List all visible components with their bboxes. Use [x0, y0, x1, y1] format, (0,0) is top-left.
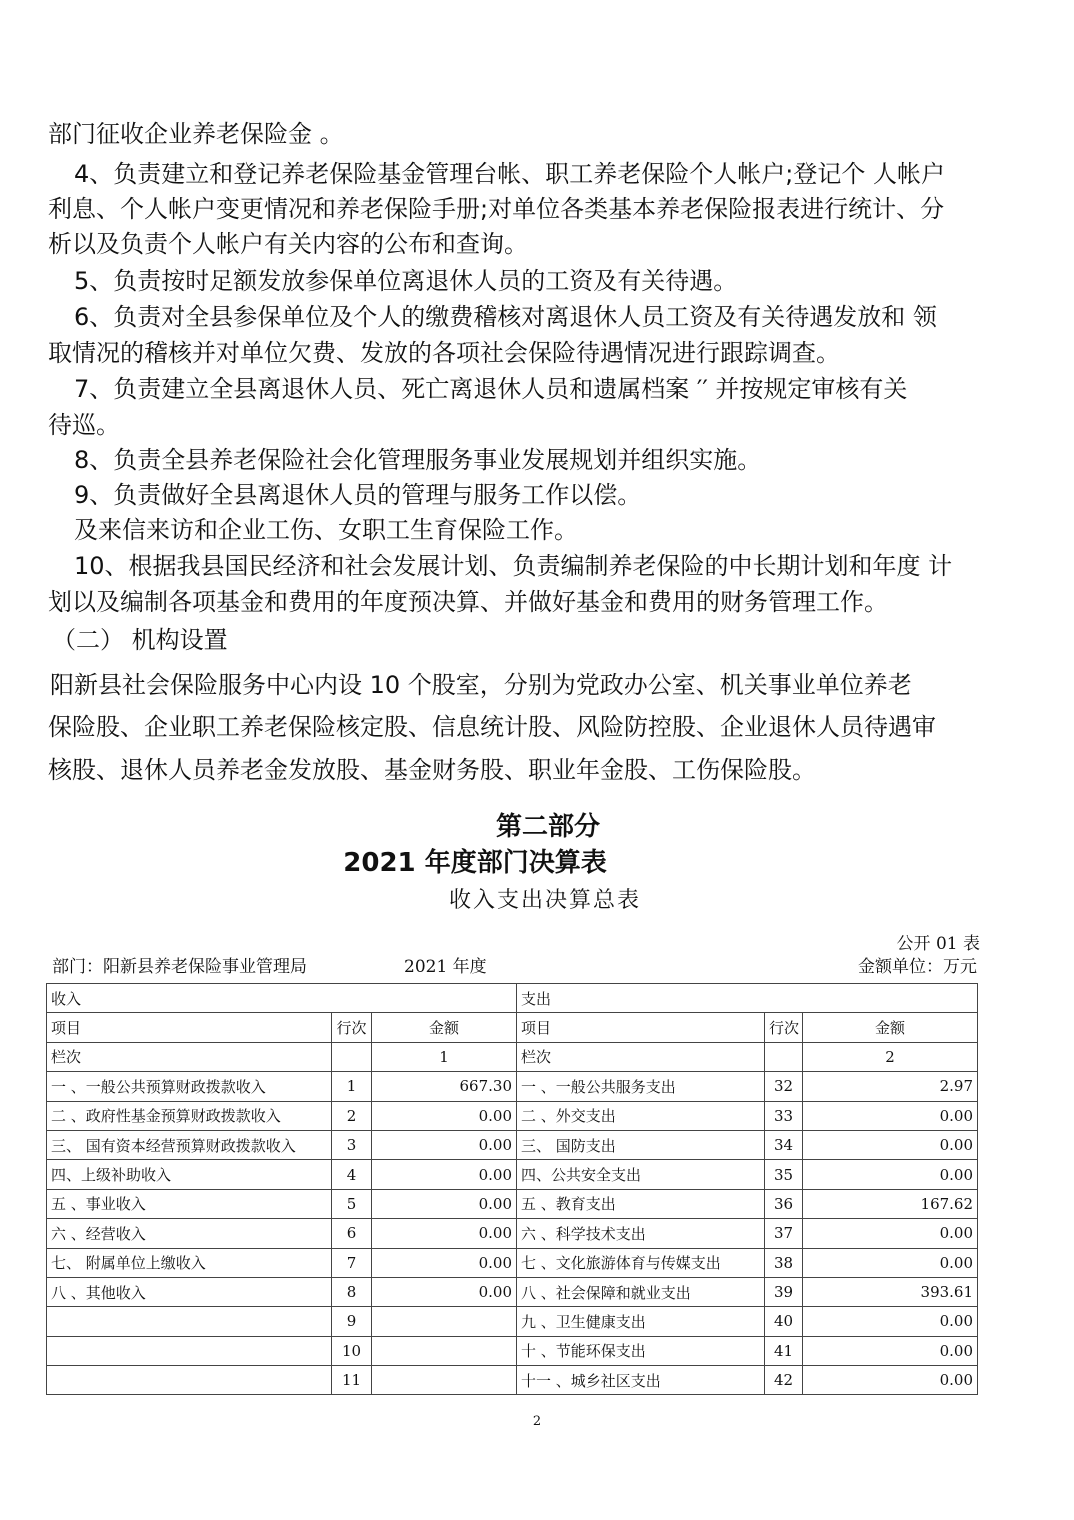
expense-seq-label: 栏次 [517, 1042, 765, 1071]
income-row-no-cell: 11 [332, 1366, 372, 1395]
expense-amount-cell: 167.62 [803, 1189, 978, 1218]
expense-row-no-cell: 41 [765, 1336, 803, 1365]
table-row [47, 1366, 978, 1395]
income-amount-cell: 0.00 [372, 1101, 517, 1130]
paragraph-line: 9、负责做好全县离退休人员的管理与服务工作以偿。 [74, 481, 642, 509]
income-row-no-header: 行次 [332, 1013, 372, 1042]
table-row [47, 1189, 978, 1218]
expense-amount-cell: 0.00 [803, 1219, 978, 1248]
table-seq-row [47, 1042, 978, 1071]
expense-item-cell: 二 、外交支出 [517, 1101, 765, 1130]
income-amount-cell: 0.00 [372, 1277, 517, 1306]
income-amount-cell: 0.00 [372, 1130, 517, 1159]
paragraph-line: 阳新县社会保险服务中心内设 10 个股室，分别为党政办公室、机关事业单位养老 [50, 671, 912, 699]
income-item-cell [47, 1307, 332, 1336]
expense-item-cell: 九 、卫生健康支出 [517, 1307, 765, 1336]
expense-item-cell: 四、公共安全支出 [517, 1160, 765, 1189]
expense-amount-cell: 393.61 [803, 1277, 978, 1306]
table-row [47, 1248, 978, 1277]
income-item-cell: 二 、政府性基金预算财政拨款收入 [47, 1101, 332, 1130]
income-amount-cell [372, 1307, 517, 1336]
income-item-cell [47, 1366, 332, 1395]
income-amount-cell: 0.00 [372, 1160, 517, 1189]
income-row-no-cell: 1 [332, 1072, 372, 1101]
report-title: 2021 年度部门决算表 [343, 848, 607, 878]
table-row [47, 1336, 978, 1365]
expense-amount-cell: 0.00 [803, 1307, 978, 1336]
income-item-cell: 一 、一般公共预算财政拨款收入 [47, 1072, 332, 1101]
table-row [47, 1072, 978, 1101]
income-row-no-cell: 8 [332, 1277, 372, 1306]
expense-item-cell: 十 、节能环保支出 [517, 1336, 765, 1365]
income-header: 收入 [47, 984, 517, 1013]
paragraph-line: 保险股、企业职工养老保险核定股、信息统计股、风险防控股、企业退休人员待遇审 [48, 713, 936, 741]
expense-item-cell: 七 、文化旅游体育与传媒支出 [517, 1248, 765, 1277]
income-item-cell: 六 、经营收入 [47, 1219, 332, 1248]
income-item-cell: 五 、事业收入 [47, 1189, 332, 1218]
income-item-cell: 三、 国有资本经营预算财政拨款收入 [47, 1130, 332, 1159]
table-code: 公开 01 表 [896, 934, 980, 954]
income-row-no-cell: 2 [332, 1101, 372, 1130]
expense-amount-cell: 2.97 [803, 1072, 978, 1101]
income-amount-header: 金额 [372, 1013, 517, 1042]
table-column-header-row [47, 1013, 978, 1042]
paragraph-line: 析以及负责个人帐户有关内容的公布和查询。 [48, 230, 528, 258]
expense-item-cell: 八 、社会保障和就业支出 [517, 1277, 765, 1306]
income-row-no-cell: 9 [332, 1307, 372, 1336]
paragraph-line: 7、负责建立全县离退休人员、死亡离退休人员和遗属档案 ′′ 并按规定审核有关 [74, 375, 908, 403]
paragraph-line: 及来信来访和企业工伤、女职工生育保险工作。 [74, 516, 578, 544]
empty-cell [332, 1042, 372, 1071]
expense-item-header: 项目 [517, 1013, 765, 1042]
expense-item-cell: 三、 国防支出 [517, 1130, 765, 1159]
table-row [47, 1277, 978, 1306]
paragraph-line: 利息、个人帐户变更情况和养老保险手册;对单位各类基本养老保险报表进行统计、分 [48, 195, 945, 223]
paragraph-line: 核股、退休人员养老金发放股、基金财务股、职业年金股、工伤保险股。 [48, 756, 816, 784]
paragraph-line: 部门征收企业养老保险金 。 [48, 120, 344, 148]
paragraph-line: 8、负责全县养老保险社会化管理服务事业发展规划并组织实施。 [74, 446, 762, 474]
expense-row-no-cell: 34 [765, 1130, 803, 1159]
expense-amount-cell: 0.00 [803, 1101, 978, 1130]
expense-item-cell: 十一 、城乡社区支出 [517, 1366, 765, 1395]
expense-row-no-cell: 36 [765, 1189, 803, 1218]
income-row-no-cell: 3 [332, 1130, 372, 1159]
income-item-cell: 四、上级补助收入 [47, 1160, 332, 1189]
empty-cell [765, 1042, 803, 1071]
table-title: 收入支出决算总表 [448, 888, 641, 913]
expense-item-cell: 一 、一般公共服务支出 [517, 1072, 765, 1101]
income-row-no-cell: 10 [332, 1336, 372, 1365]
income-item-cell: 八 、其他收入 [47, 1277, 332, 1306]
income-item-cell: 七、 附属单位上缴收入 [47, 1248, 332, 1277]
expense-row-no-cell: 35 [765, 1160, 803, 1189]
page-number: 2 [532, 1414, 542, 1429]
income-expense-table [46, 983, 978, 1395]
expense-amount-cell: 0.00 [803, 1160, 978, 1189]
table-row [47, 1130, 978, 1159]
income-amount-cell: 0.00 [372, 1248, 517, 1277]
expense-row-no-cell: 40 [765, 1307, 803, 1336]
income-amount-cell: 0.00 [372, 1219, 517, 1248]
expense-item-cell: 五 、教育支出 [517, 1189, 765, 1218]
unit-label: 金额单位：万元 [858, 957, 977, 977]
table-row [47, 1219, 978, 1248]
department-label: 部门：阳新县养老保险事业管理局 [52, 957, 307, 977]
expense-amount-cell: 0.00 [803, 1366, 978, 1395]
expense-col-number: 2 [803, 1042, 978, 1071]
income-amount-cell [372, 1336, 517, 1365]
income-seq-label: 栏次 [47, 1042, 332, 1071]
expense-amount-header: 金额 [803, 1013, 978, 1042]
income-item-cell [47, 1336, 332, 1365]
table-row [47, 1307, 978, 1336]
expense-amount-cell: 0.00 [803, 1248, 978, 1277]
expense-row-no-cell: 39 [765, 1277, 803, 1306]
income-row-no-cell: 5 [332, 1189, 372, 1218]
paragraph-line: 划以及编制各项基金和费用的年度预决算、并做好基金和费用的财务管理工作。 [48, 588, 888, 616]
expense-header: 支出 [517, 984, 978, 1013]
section-heading: （二） 机构设置 [52, 626, 228, 654]
expense-row-no-cell: 37 [765, 1219, 803, 1248]
expense-row-no-cell: 32 [765, 1072, 803, 1101]
year-label: 2021 年度 [404, 957, 487, 977]
paragraph-line: 6、负责对全县参保单位及个人的缴费稽核对离退休人员工资及有关待遇发放和 领 [74, 303, 937, 331]
expense-row-no-cell: 42 [765, 1366, 803, 1395]
table-row [47, 1101, 978, 1130]
part-title: 第二部分 [495, 812, 600, 842]
paragraph-line: 5、负责按时足额发放参保单位离退休人员的工资及有关待遇。 [74, 267, 738, 295]
expense-amount-cell: 0.00 [803, 1130, 978, 1159]
income-row-no-cell: 4 [332, 1160, 372, 1189]
table-section-header-row [47, 984, 978, 1013]
expense-row-no-cell: 33 [765, 1101, 803, 1130]
income-row-no-cell: 7 [332, 1248, 372, 1277]
income-amount-cell: 0.00 [372, 1189, 517, 1218]
paragraph-line: 10、根据我县国民经济和社会发展计划、负责编制养老保险的中长期计划和年度 计 [74, 552, 953, 580]
expense-item-cell: 六 、科学技术支出 [517, 1219, 765, 1248]
expense-amount-cell: 0.00 [803, 1336, 978, 1365]
table-row [47, 1160, 978, 1189]
paragraph-line: 取情况的稽核并对单位欠费、发放的各项社会保险待遇情况进行跟踪调查。 [48, 339, 840, 367]
income-amount-cell [372, 1366, 517, 1395]
income-row-no-cell: 6 [332, 1219, 372, 1248]
paragraph-line: 4、负责建立和登记养老保险基金管理台帐、职工养老保险个人帐户;登记个 人帐户 [74, 160, 945, 188]
expense-row-no-header: 行次 [765, 1013, 803, 1042]
expense-row-no-cell: 38 [765, 1248, 803, 1277]
income-amount-cell: 667.30 [372, 1072, 517, 1101]
income-item-header: 项目 [47, 1013, 332, 1042]
paragraph-line: 待巡。 [48, 411, 120, 439]
income-col-number: 1 [372, 1042, 517, 1071]
